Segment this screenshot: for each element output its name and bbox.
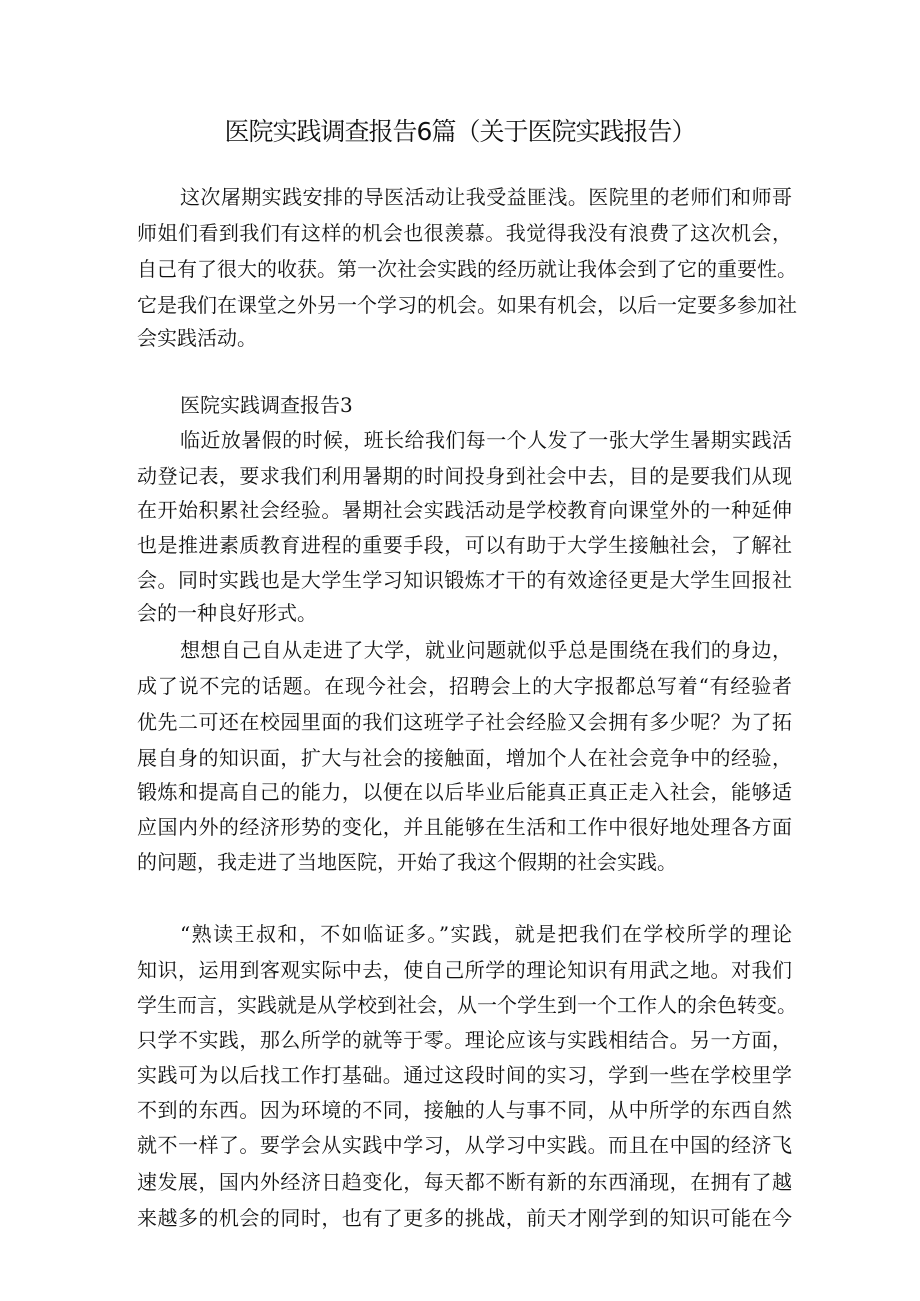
text-line: 不到的东西。因为环境的不同，接触的人与事不同，从中所学的东西自然 [137,1098,792,1122]
text-line: 会的一种良好形式。 [137,601,317,625]
text-line: 只学不实践，那么所学的就等于零。理论应该与实践相结合。另一方面， [137,1028,792,1052]
text-line: 这次屠期实践安排的导医活动让我受益匪浅。医院里的老师们和师哥 [180,185,792,209]
text-line: 师姐们看到我们有这样的机会也很羡慕。我觉得我没有浪费了这次机会， [137,221,792,245]
text-line: 展自身的知识面，扩大与社会的接触面，增加个人在社会竞争中的经验， [137,746,792,770]
text-line: 它是我们在课堂之外另一个学习的机会。如果有机会，以后一定要多参加社 [137,293,797,317]
text-line: 学生而言，实践就是从学校到社会，从一个学生到一个工作人的余色转变。 [137,993,797,1017]
text-line: 想想自己自从走进了大学，就业问题就似乎总是围绕在我们的身边， [180,638,792,662]
text-line: 临近放暑假的时候，班长给我们每一个人发了一张大学生暑期实践活 [180,428,792,452]
text-line: 应国内外的经济形势的变化，并且能够在生活和工作中很好地处理各方面 [137,815,792,839]
text-line: 动登记表，要求我们利用暑期的时间投身到社会中去，目的是要我们从现 [137,464,792,488]
text-line: 的问题，我走进了当地医院，开始了我这个假期的社会实践。 [137,850,677,874]
text-line: 就不一样了。要学会从实践中学习，从学习中实践。而且在中国的经济飞 [137,1133,792,1157]
text-line: 实践可为以后找工作打基础。通过这段时间的实习，学到一些在学校里学 [137,1063,792,1087]
text-line: 知识，运用到客观实际中去，使自己所学的理论知识有用武之地。对我们 [137,958,792,982]
text-line: 在开始积累社会经验。暑期社会实践活动是学校教育向课堂外的一种延伸 [137,498,792,522]
text-line: “熟读王叔和，不如临证多。”实践，就是把我们在学校所学的理论 [180,922,792,946]
text-line: 成了说不完的话题。在现今社会，招聘会上的大字报都总写着“有经验者 [137,674,792,698]
text-line: 自己有了很大的收获。第一次社会实践的经历就让我体会到了它的重要性。 [137,257,797,281]
text-line: 也是推进素质教育进程的重要手段，可以有助于大学生接触社会，了解社 [137,533,792,557]
text-line: 会。同时实践也是大学生学习知识锻炼才干的有效途径更是大学生回报社 [137,568,792,592]
section-heading: 医院实践调查报告3 [180,393,353,417]
document-title: 医院实践调查报告6篇（关于医院实践报告） [224,117,696,146]
text-line: 优先二可还在校园里面的我们这班学子社会经脸又会拥有多少呢？为了拓 [137,710,792,734]
text-line: 锻炼和提高自己的能力，以便在以后毕业后能真正真正走入社会，能够适 [137,780,792,804]
text-line: 来越多的机会的同时，也有了更多的挑战，前天才刚学到的知识可能在今 [137,1206,792,1230]
text-line: 速发展，国内外经济日趋变化，每天都不断有新的东西涌现，在拥有了越 [137,1170,792,1194]
text-line: 会实践活动。 [137,326,257,350]
